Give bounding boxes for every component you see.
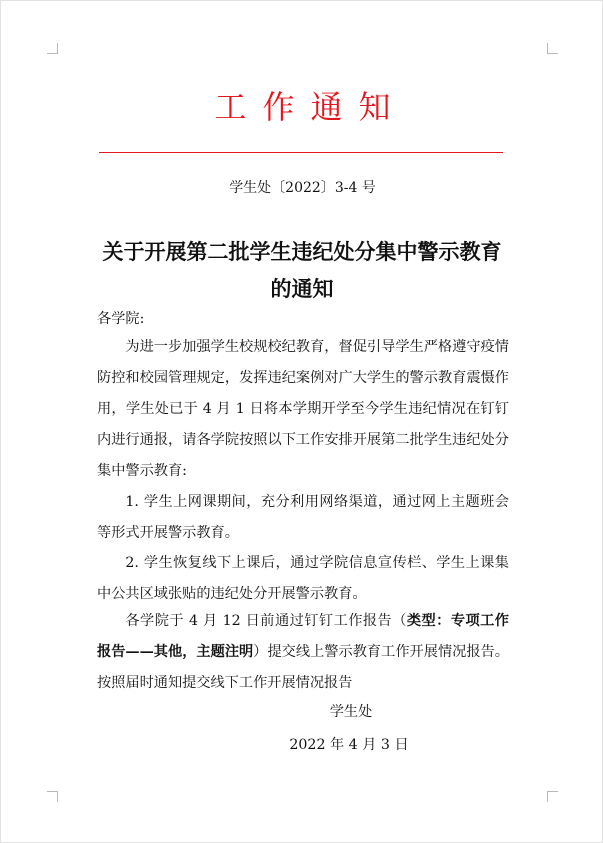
- salutation: 各学院:: [97, 311, 145, 327]
- document-title: 关于开展第二批学生违纪处分集中警示教育的通知: [102, 239, 502, 301]
- body-item-2: 2. 学生恢复线下上课后，通过学院信息宣传栏、学生上课集中公共区域张贴的违纪处分开展警示教育。: [97, 555, 509, 602]
- header-red-rule: [99, 152, 503, 153]
- body-item-1: 1. 学生上网课期间，充分利用网络渠道，通过网上主题班会等形式开展警示教育。: [97, 494, 509, 541]
- body-paragraph-intro: 为进一步加强学生校规校纪教育，督促引导学生严格遵守疫情防控和校园管理规定，发挥违纪案例对广大学生的警示教育震慑作用，学生处已于 4 月 1 日将本学期开学至今学生违纪情况在钉钉内进行通报，请各学院按照以下工作安排开展第二批学生违纪处分集中警示教育:: [97, 339, 509, 479]
- body-paragraph-deadline: [97, 606, 509, 699]
- crop-mark-bottom-right: [547, 791, 558, 802]
- crop-mark-top-right: [547, 43, 558, 54]
- document-number: 学生处〔2022〕3-4 号: [229, 180, 376, 196]
- crop-mark-top-left: [47, 43, 58, 54]
- signature-date: 2022 年 4 月 3 日: [289, 737, 409, 753]
- crop-mark-bottom-left: [47, 791, 58, 802]
- signer: 学生处: [329, 704, 373, 720]
- deadline-text-bold: 类型：专项工作报告——其他，主题注明: [97, 613, 509, 660]
- notice-header-title: 工作通知: [214, 88, 407, 126]
- deadline-text-after: ）提交线上警示教育工作开展情况报告。按照届时通知提交线下工作开展情况报告: [97, 644, 509, 691]
- deadline-text-before: 各学院于 4 月 12 日前通过钉钉工作报告（: [125, 613, 407, 629]
